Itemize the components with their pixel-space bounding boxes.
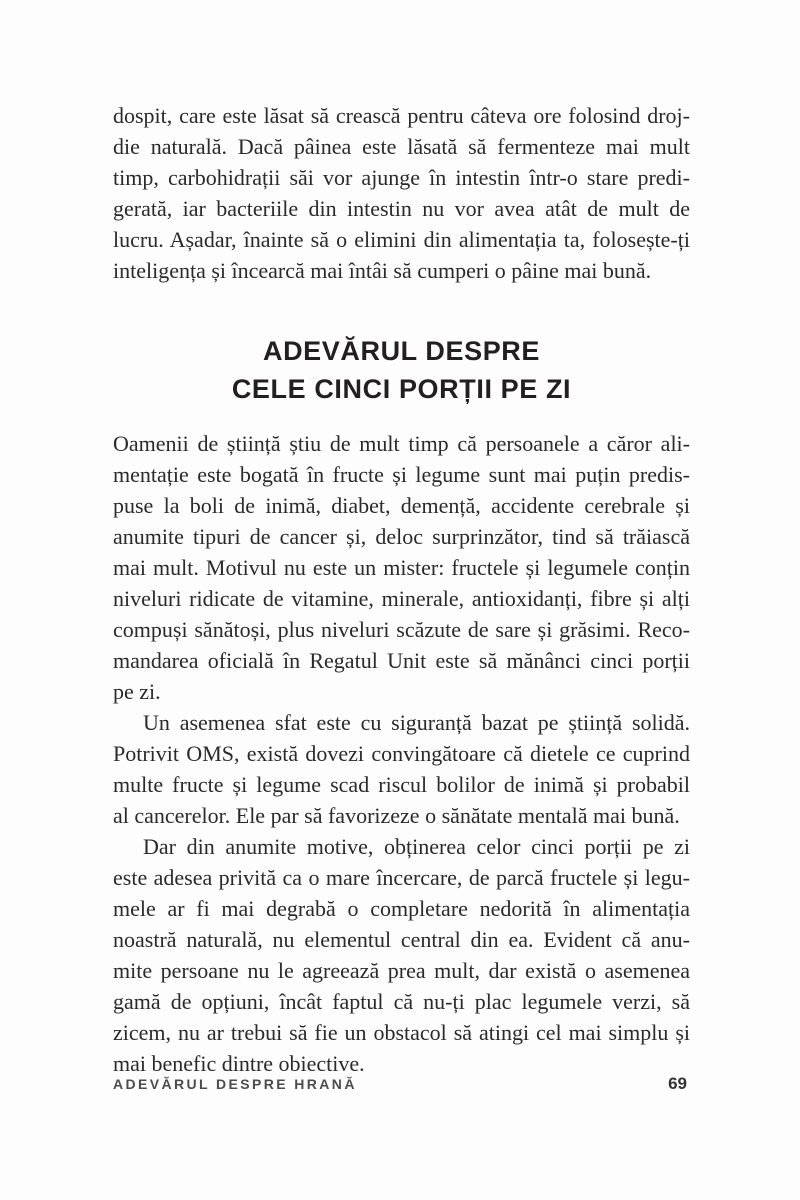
text-line: multe fructe și legume scad riscul bolilor de inimă și probabil [113, 772, 690, 797]
text-line: mentație este bogată în fructe și legume sunt mai puțin predis- [113, 462, 690, 487]
text-line: Un asemenea sfat este cu siguranță bazat pe știință solidă. [143, 710, 690, 735]
text-line: inteligența și încearcă mai întâi să cumperi o pâine mai bună. [113, 258, 652, 283]
text-column [113, 100, 690, 1079]
text-line: lucru. Așadar, înainte să o elimini din alimentația ta, folosește-ți [113, 227, 690, 252]
section-heading-line-2: CELE CINCI PORȚII PE ZI [231, 374, 572, 404]
paragraph-science [113, 428, 690, 707]
text-line: mai mult. Motivul nu este un mister: fructele și legumele conțin [113, 555, 690, 580]
section-heading-line-1: ADEVĂRUL DESPRE [262, 336, 541, 366]
text-line: gamă de opțiuni, încât faptul că nu-ți plac legumele verzi, să [113, 989, 690, 1014]
text-line: niveluri ridicate de vitamine, minerale, antioxidanți, fibre și alți [113, 586, 690, 611]
text-line: timp, carbohidrații săi vor ajunge în intestin într-o stare predi- [113, 165, 690, 190]
text-line: este adesea privită ca o mare încercare, de parcă fructele și legu- [113, 865, 690, 890]
page-footer [113, 1074, 687, 1094]
text-line: mai benefic dintre obiective. [113, 1051, 365, 1076]
text-line: compuși sănătoși, plus niveluri scăzute de sare și grăsimi. Reco- [113, 617, 690, 642]
text-line: anumite tipuri de cancer și, deloc surprinzător, tind să trăiască [113, 524, 690, 549]
text-line: puse la boli de inimă, diabet, demență, accidente cerebrale și [113, 493, 690, 518]
text-line: die naturală. Dacă pâinea este lăsată să fermenteze mai mult [113, 134, 690, 159]
page-number: 69 [668, 1074, 687, 1093]
text-line: mite persoane nu le agreează prea mult, dar există o asemenea [113, 958, 690, 983]
text-line: zicem, nu ar trebui să fie un obstacol să atingi cel mai simplu și [113, 1020, 690, 1045]
text-line: mele ar fi mai degrabă o completare nedorită în alimentația [113, 896, 690, 921]
text-line: Oamenii de știință știu de mult timp că persoanele a căror ali- [113, 431, 690, 456]
text-line: Dar din anumite motive, obținerea celor cinci porții pe zi [143, 834, 690, 859]
text-line: dospit, care este lăsat să crească pentru câteva ore folosind droj- [113, 103, 690, 128]
text-line: gerată, iar bacteriile din intestin nu vor avea atât de mult de [113, 196, 690, 221]
paragraph-obstacles [113, 831, 690, 1079]
text-line: al cancerelor. Ele par să favorizeze o sănătate mentală mai bună. [113, 803, 680, 828]
section-heading [113, 332, 690, 408]
text-line: Potrivit OMS, există dovezi convingătoare că dietele ce cuprind [113, 741, 690, 766]
text-line: pe zi. [113, 679, 161, 704]
paragraph-advice [113, 707, 690, 831]
text-line: mandarea oficială în Regatul Unit este să mănânci cinci porții [113, 648, 690, 673]
running-title: ADEVĂRUL DESPRE HRANĂ [113, 1076, 357, 1092]
paragraph-intro [113, 100, 690, 286]
text-line: noastră naturală, nu elementul central din ea. Evident că anu- [113, 927, 690, 952]
